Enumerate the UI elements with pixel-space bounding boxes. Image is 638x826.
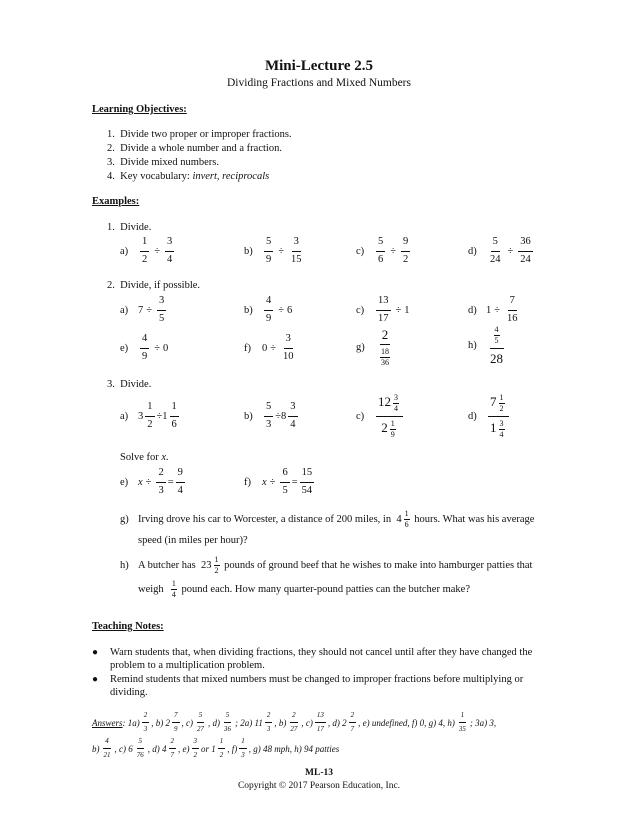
example-2c: c) $\frac{13}{17}$ ÷ 1 xyxy=(356,295,410,324)
fraction: $\frac{15}{54}$ xyxy=(301,467,313,496)
fraction: $\frac{3}{4}$ xyxy=(290,401,296,430)
answers-label: Answers xyxy=(92,717,123,728)
objective-item: 2. Divide a whole number and a fraction. xyxy=(107,143,282,154)
example-1a: a) $\frac{1}{2}$ ÷ $\frac{3}{4}$ xyxy=(120,236,173,265)
word-problem-g: g) Irving drove his car to Worcester, a distance of 200 miles, in 4 $\frac{1}{6}$ hours. What was his average xyxy=(120,509,535,529)
bullet-icon: ● xyxy=(92,674,99,685)
example-1b: b) $\frac{5}{9}$ ÷ $\frac{3}{15}$ xyxy=(244,236,302,265)
complex-fraction: 12 $\frac{3}{4}$ 2 $\frac{1}{9}$ xyxy=(376,394,403,439)
fraction: $\frac{3}{15}$ xyxy=(291,236,302,265)
fraction: $\frac{1}{2}$ xyxy=(142,236,148,265)
objectives-heading: Learning Objectives: xyxy=(92,104,187,115)
bullet-icon: ● xyxy=(92,647,99,658)
objective-item: 4. Key vocabulary: invert, reciprocals xyxy=(107,171,270,182)
teaching-note-cont: problem to a multiplication problem. xyxy=(110,660,265,671)
objective-item: 1. Divide two proper or improper fractions. xyxy=(107,129,292,140)
example-2b: b) $\frac{4}{9}$ ÷ 6 xyxy=(244,295,293,324)
fraction: $\frac{5}{6}$ xyxy=(378,236,384,265)
solve-prompt: Solve for x. xyxy=(120,452,169,463)
example-3b: b) $\frac{5}{3}$ ÷ 8 $\frac{3}{4}$ xyxy=(244,401,296,430)
page-title: Mini-Lecture 2.5 xyxy=(264,58,374,74)
fraction: $\frac{9}{4}$ xyxy=(177,467,183,496)
fraction: $\frac{1}{6}$ xyxy=(171,401,177,430)
objective-item: 3. Divide mixed numbers. xyxy=(107,157,219,168)
complex-fraction: $\frac{2}{\frac{18}{36}}$ xyxy=(381,327,389,367)
example-2-prompt: 2. Divide, if possible. xyxy=(107,280,201,291)
word-problem-h: h) A butcher has 23 $\frac{1}{2}$ pounds of ground beef that he wishes to make into hamburger patties that xyxy=(120,555,533,575)
example-1d: d) $\frac{5}{24}$ ÷ $\frac{36}{24}$ xyxy=(468,236,531,265)
example-3f: f) x ÷ $\frac{6}{5}$ = $\frac{15}{54}$ xyxy=(244,467,313,496)
word-problem-g-line2: speed (in miles per hour)? xyxy=(138,535,248,546)
example-1-prompt: 1. Divide. xyxy=(107,222,152,233)
fraction: $\frac{13}{17}$ xyxy=(378,295,389,324)
complex-fraction: $\frac{\frac{4}{5}}{28}$ xyxy=(490,325,503,366)
example-3a: a) 3 $\frac{1}{2}$ ÷ 1 $\frac{1}{6}$ xyxy=(120,401,177,430)
fraction: $\frac{4}{9}$ xyxy=(142,333,148,362)
example-1c: c) $\frac{5}{6}$ ÷ $\frac{9}{2}$ xyxy=(356,236,409,265)
examples-heading: Examples: xyxy=(92,196,140,207)
page-number: ML-13 xyxy=(305,768,333,778)
word-problem-h-line2: weigh $\frac{1}{4}$ pound each. How many quarter-pound patties can the butcher make? xyxy=(138,579,470,599)
example-2a: a) 7 ÷ $\frac{3}{5}$ xyxy=(120,295,165,324)
teaching-notes-heading: Teaching Notes: xyxy=(92,621,164,632)
example-3-prompt: 3. Divide. xyxy=(107,379,152,390)
fraction: $\frac{7}{16}$ xyxy=(507,295,518,324)
fraction: $\frac{1}{2}$ xyxy=(147,401,153,430)
fraction: $\frac{5}{3}$ xyxy=(266,401,272,430)
example-3e: e) x ÷ $\frac{2}{3}$ = $\frac{9}{4}$ xyxy=(120,467,183,496)
fraction: $\frac{1}{2}$ xyxy=(214,555,219,575)
fraction: $\frac{3}{5}$ xyxy=(159,295,165,324)
copyright: Copyright © 2017 Pearson Education, Inc. xyxy=(237,781,401,791)
complex-fraction: 7 $\frac{1}{2}$ 1 $\frac{3}{4}$ xyxy=(488,394,509,439)
fraction: $\frac{3}{10}$ xyxy=(283,333,294,362)
teaching-note: Warn students that, when dividing fractions, they should not cancel until after they have changed the xyxy=(110,647,533,658)
example-2e: e) $\frac{4}{9}$ ÷ 0 xyxy=(120,333,169,362)
fraction: $\frac{5}{9}$ xyxy=(266,236,272,265)
fraction: $\frac{4}{9}$ xyxy=(266,295,272,324)
fraction: $\frac{1}{6}$ xyxy=(404,509,409,529)
example-3c: c) 12 $\frac{3}{4}$ 2 $\frac{1}{9}$ xyxy=(356,394,405,439)
answers-line-1: Answers : 1a) $\frac{2}{3}$ , b) 2 $\frac{7}{9}$ , c) $\frac{5}{27}$ , d) $\frac{5}{36}$ ; 2a) 11 $\frac{2}{3}$ , b) $\frac{2}{27}$ , c) $\frac{13}{17}$ , d) 2 $\frac{2}{7}$ , e) undefined, f) 0, g) 4, h) $\frac{1}{35}$ ; 3a) 3, xyxy=(92,711,497,733)
teaching-note: Remind students that mixed numbers must be changed to improper fractions before multiplying or xyxy=(110,674,524,685)
answers-line-2: b) $\frac{4}{21}$ , c) 6 $\frac{5}{76}$ , d) 4 $\frac{2}{7}$ , e) $\frac{3}{2}$ or 1 $\frac{1}{2}$ , f) $\frac{1}{3}$ , g) 48 mph, h) 94 patties xyxy=(92,737,340,759)
example-2f: f) 0 ÷ $\frac{3}{10}$ xyxy=(244,333,294,362)
example-2g: g) $\frac{2}{\frac{18}{36}}$ xyxy=(356,328,396,367)
page-subtitle: Dividing Fractions and Mixed Numbers xyxy=(227,77,411,89)
example-3d: d) 7 $\frac{1}{2}$ 1 $\frac{3}{4}$ xyxy=(468,394,511,439)
fraction: $\frac{36}{24}$ xyxy=(520,236,531,265)
fraction: $\frac{2}{3}$ xyxy=(158,467,164,496)
example-2d: d) 1 ÷ $\frac{7}{16}$ xyxy=(468,295,518,324)
fraction: $\frac{6}{5}$ xyxy=(282,467,288,496)
fraction: $\frac{5}{24}$ xyxy=(490,236,501,265)
fraction: $\frac{1}{4}$ xyxy=(171,579,176,599)
fraction: $\frac{9}{2}$ xyxy=(403,236,409,265)
teaching-note-cont: dividing. xyxy=(110,687,148,698)
example-2h: h) $\frac{\frac{4}{5}}{28}$ xyxy=(468,325,503,366)
fraction: $\frac{3}{4}$ xyxy=(167,236,173,265)
